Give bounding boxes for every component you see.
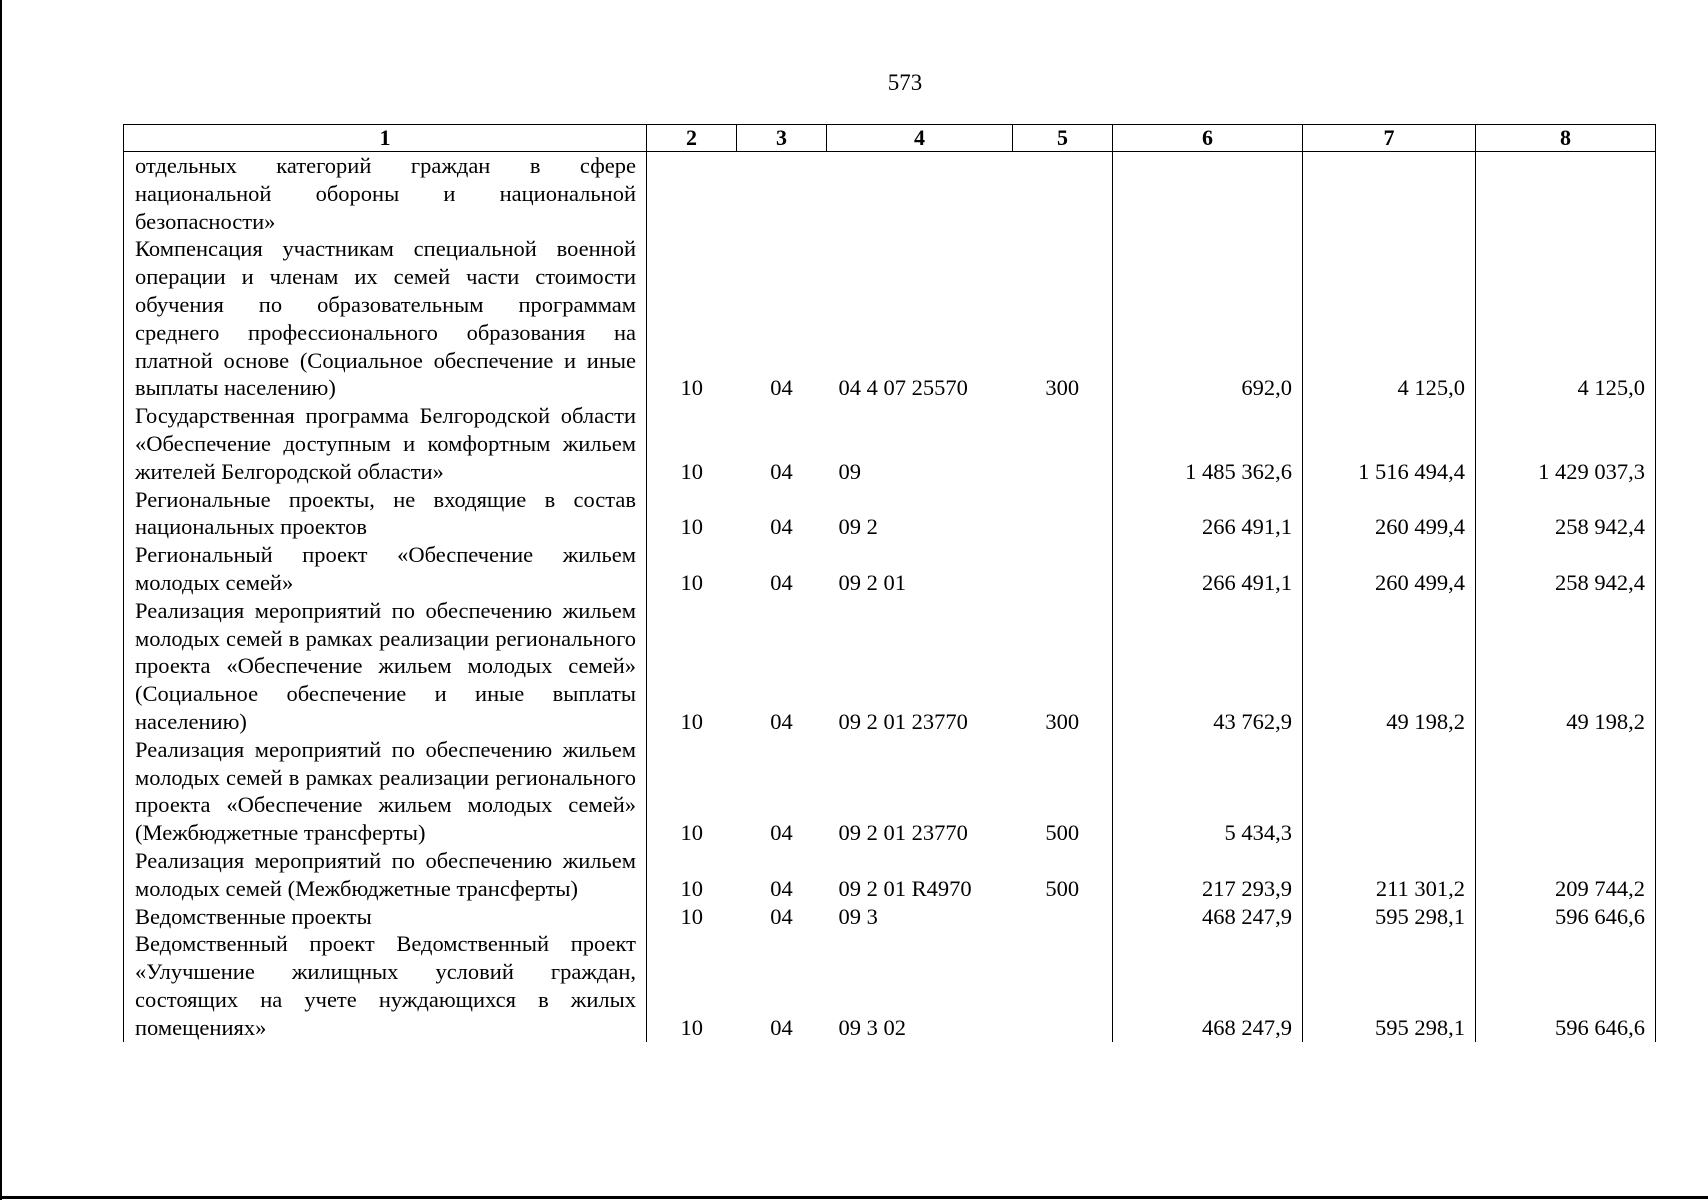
row-vr [1013, 930, 1113, 1041]
table-row [124, 847, 1656, 903]
table-row [124, 235, 1656, 402]
row-year1 [1113, 152, 1303, 236]
table-row [124, 736, 1656, 847]
row-name: Реализация мероприятий по обеспечению жильем молодых семей (Межбюджетные трансферты) [124, 847, 647, 903]
row-vr: 500 [1045, 875, 1080, 901]
row-year1: 468 247,9 [1113, 930, 1303, 1041]
row-vr [1013, 402, 1113, 485]
header-col-4: 4 [827, 125, 1013, 152]
row-csr: 09 2 01 [838, 569, 906, 595]
row-rz: 10 [680, 1014, 703, 1040]
row-csr: 09 2 01 23770 [838, 820, 968, 846]
row-year2: 260 499,4 [1303, 541, 1476, 597]
row-year3 [1476, 152, 1656, 236]
row-pr: 04 [770, 458, 793, 484]
row-vr: 500 [1045, 820, 1080, 846]
row-year3: 258 942,4 [1476, 541, 1656, 597]
row-year3: 209 744,2 [1476, 847, 1656, 903]
row-csr: 09 [838, 458, 861, 484]
row-csr: 09 2 01 23770 [838, 708, 968, 734]
row-year3: 4 125,0 [1476, 235, 1656, 402]
table-row [124, 930, 1656, 1041]
row-year2: 211 301,2 [1303, 847, 1476, 903]
row-year3: 258 942,4 [1476, 486, 1656, 542]
row-pr: 04 [770, 903, 793, 929]
row-year1: 5 434,3 [1113, 736, 1303, 847]
header-col-6: 6 [1113, 125, 1303, 152]
row-rz: 10 [680, 569, 703, 595]
row-year2: 595 298,1 [1303, 903, 1476, 931]
header-col-1: 1 [124, 125, 647, 152]
row-year1: 692,0 [1113, 235, 1303, 402]
header-col-3: 3 [737, 125, 827, 152]
row-year2: 1 516 494,4 [1303, 402, 1476, 485]
row-name: Ведомственные проекты [124, 903, 647, 931]
row-vr [1013, 541, 1113, 597]
page-frame-bottom [0, 1196, 1708, 1199]
row-pr: 04 [770, 375, 793, 401]
row-year2: 260 499,4 [1303, 486, 1476, 542]
table-row [124, 903, 1656, 931]
row-year3: 1 429 037,3 [1476, 402, 1656, 485]
row-year1: 266 491,1 [1113, 541, 1303, 597]
row-name: Реализация мероприятий по обеспечению жильем молодых семей в рамках реализации регионального проекта «Обеспечение жильем молодых семей» (Социальное обеспечение и иные выплаты населению) [124, 597, 647, 736]
header-col-2: 2 [647, 125, 737, 152]
row-year1: 43 762,9 [1113, 597, 1303, 736]
row-name: Компенсация участникам специальной военной операции и членам их семей части стоимости обучения по образовательным программам среднего профессионального образования на платной основе (Социальное обеспечение и иные выплаты населению) [124, 235, 647, 402]
header-row [124, 125, 1656, 152]
row-pr: 04 [770, 1014, 793, 1040]
row-year1: 468 247,9 [1113, 903, 1303, 931]
row-year2: 595 298,1 [1303, 930, 1476, 1041]
row-csr: 09 3 [838, 903, 878, 929]
row-csr: 09 2 [838, 514, 878, 540]
row-pr: 04 [770, 569, 793, 595]
row-name: Региональные проекты, не входящие в состав национальных проектов [124, 486, 647, 542]
page-number: 573 [887, 70, 923, 95]
row-year3 [1476, 736, 1656, 847]
row-vr: 300 [1045, 708, 1080, 734]
row-csr: 04 4 07 25570 [838, 375, 968, 401]
row-vr [1013, 903, 1113, 931]
row-name: Региональный проект «Обеспечение жильем молодых семей» [124, 541, 647, 597]
header-col-7: 7 [1303, 125, 1476, 152]
row-vr [1013, 152, 1113, 236]
table-row [124, 152, 1656, 236]
row-rz: 10 [680, 458, 703, 484]
row-vr [1013, 486, 1113, 542]
row-year1: 217 293,9 [1113, 847, 1303, 903]
row-year1: 1 485 362,6 [1113, 402, 1303, 485]
row-year1: 266 491,1 [1113, 486, 1303, 542]
row-year2 [1303, 152, 1476, 236]
row-rz: 10 [680, 514, 703, 540]
row-pr: 04 [770, 708, 793, 734]
header-col-5: 5 [1013, 125, 1113, 152]
row-csr [827, 152, 1013, 236]
row-year3: 596 646,6 [1476, 930, 1656, 1041]
row-pr: 04 [770, 820, 793, 846]
row-rz: 10 [680, 820, 703, 846]
row-rz: 10 [680, 903, 703, 929]
row-year3: 49 198,2 [1476, 597, 1656, 736]
row-year3: 596 646,6 [1476, 903, 1656, 931]
row-pr: 04 [770, 514, 793, 540]
row-rz: 10 [680, 708, 703, 734]
header-col-8: 8 [1476, 125, 1656, 152]
row-name: Ведомственный проект Ведомственный проект «Улучшение жилищных условий граждан, состоящих на учете нуждающихся в жилых помещениях» [124, 930, 647, 1041]
row-year2: 4 125,0 [1303, 235, 1476, 402]
row-pr: 04 [770, 875, 793, 901]
row-csr: 09 3 02 [838, 1014, 906, 1040]
table-row [124, 541, 1656, 597]
table-row [124, 402, 1656, 485]
row-year2 [1303, 736, 1476, 847]
table-row [124, 597, 1656, 736]
row-pr [737, 152, 827, 236]
budget-table [123, 124, 1656, 1042]
row-rz: 10 [680, 375, 703, 401]
row-name: отдельных категорий граждан в сфере национальной обороны и национальной безопасности» [124, 152, 647, 236]
row-rz: 10 [680, 875, 703, 901]
table-row [124, 486, 1656, 542]
row-vr: 300 [1045, 375, 1080, 401]
row-csr: 09 2 01 R4970 [838, 875, 972, 901]
page-frame-left [0, 0, 2, 1200]
row-year2: 49 198,2 [1303, 597, 1476, 736]
row-name: Государственная программа Белгородской области «Обеспечение доступным и комфортным жильем жителей Белгородской области» [124, 402, 647, 485]
row-name: Реализация мероприятий по обеспечению жильем молодых семей в рамках реализации регионального проекта «Обеспечение жильем молодых семей» (Межбюджетные трансферты) [124, 736, 647, 847]
row-rz [647, 152, 737, 236]
